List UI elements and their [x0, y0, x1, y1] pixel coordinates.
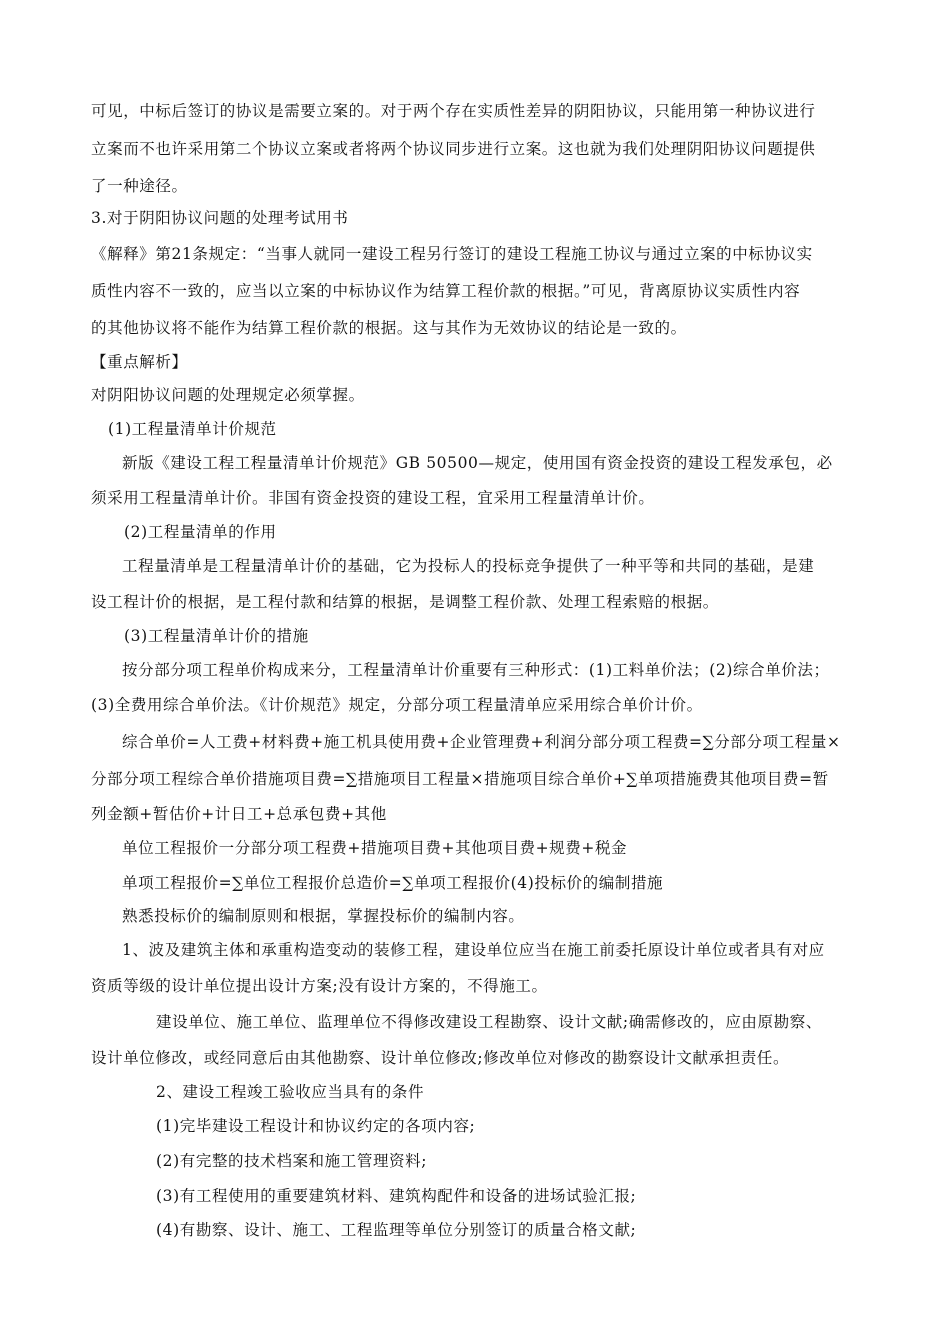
text-line: 设工程计价的根据，是工程付款和结算的根据，是调整工程价款、处理工程索赔的根据。 [91, 593, 719, 611]
text-line: 可见，中标后签订的协议是需要立案的。对于两个存在实质性差异的阴阳协议，只能用第一种协议进行 [91, 102, 816, 120]
text-line: 质性内容不一致的，应当以立案的中标协议作为结算工程价款的根据。”可见，背离原协议实质性内容 [91, 282, 801, 300]
list-item: (4)有勘察、设计、施工、工程监理等单位分别签订的质量合格文献; [156, 1221, 637, 1239]
formula-line: 单位工程报价一分部分项工程费+措施项目费+其他项目费+规费+税金 [122, 839, 628, 857]
text-line: 按分部分项工程单价构成来分，工程量清单计价重要有三种形式：(1)工料单价法；(2)综合单价法； [122, 661, 830, 679]
list-item: (3)有工程使用的重要建筑材料、建筑构配件和设备的进场试验汇报; [156, 1187, 637, 1205]
text-line: 须采用工程量清单计价。非国有资金投资的建设工程，宜采用工程量清单计价。 [91, 489, 655, 507]
text-line: 新版《建设工程工程量清单计价规范》GB 50500—规定，使用国有资金投资的建设工程发承包，必 [122, 454, 833, 472]
text-line: 资质等级的设计单位提出设计方案;没有设计方案的，不得施工。 [91, 977, 548, 995]
text-line: 熟悉投标价的编制原则和根据，掌握投标价的编制内容。 [122, 907, 525, 925]
subsection-heading: (3)工程量清单计价的措施 [124, 627, 309, 645]
text-line: 对阴阳协议问题的处理规定必须掌握。 [91, 386, 365, 404]
text-line: 工程量清单是工程量清单计价的基础，它为投标人的投标竞争提供了一种平等和共同的基础，是建 [122, 557, 815, 575]
section-heading: 3.对于阴阳协议问题的处理考试用书 [91, 209, 349, 227]
list-item: (1)完毕建设工程设计和协议约定的各项内容; [156, 1117, 476, 1135]
text-line: 《解释》第21条规定：“当事人就同一建设工程另行签订的建设工程施工协议与通过立案的中标协议实 [91, 245, 813, 263]
subsection-heading: 2、建设工程竣工验收应当具有的条件 [156, 1083, 425, 1101]
text-line: 建设单位、施工单位、监理单位不得修改建设工程勘察、设计文献;确需修改的，应由原勘察、 [156, 1013, 822, 1031]
list-item: (2)有完整的技术档案和施工管理资料; [156, 1152, 428, 1170]
formula-line: 列金额+暂估价+计日工+总承包费+其他 [91, 805, 387, 823]
text-line: (3)全费用综合单价法。《计价规范》规定，分部分项工程量清单应采用综合单价计价。 [91, 696, 703, 714]
text-line: 的其他协议将不能作为结算工程价款的根据。这与其作为无效协议的结论是一致的。 [91, 319, 687, 337]
formula-line: 分部分项工程综合单价措施项目费=∑措施项目工程量×措施项目综合单价+∑单项措施费其他项目费=暂 [91, 770, 829, 788]
text-line: 了一种途径。 [91, 177, 188, 195]
text-line: 1、波及建筑主体和承重构造变动的装修工程，建设单位应当在施工前委托原设计单位或者具有对应 [122, 941, 825, 959]
formula-line: 单项工程报价=∑单位工程报价总造价=∑单项工程报价(4)投标价的编制措施 [122, 874, 664, 892]
subsection-heading: (2)工程量清单的作用 [124, 523, 277, 541]
subsection-heading: (1)工程量清单计价规范 [108, 420, 277, 438]
formula-line: 综合单价=人工费+材料费+施工机具使用费+企业管理费+利润分部分项工程费=∑分部分项工程量× [122, 733, 841, 751]
text-line: 设计单位修改，或经同意后由其他勘察、设计单位修改;修改单位对修改的勘察设计文献承担责任。 [91, 1049, 790, 1067]
text-line: 立案而不也许采用第二个协议立案或者将两个协议同步进行立案。这也就为我们处理阴阳协议问题提供 [91, 140, 816, 158]
section-heading: 【重点解析】 [91, 353, 188, 371]
